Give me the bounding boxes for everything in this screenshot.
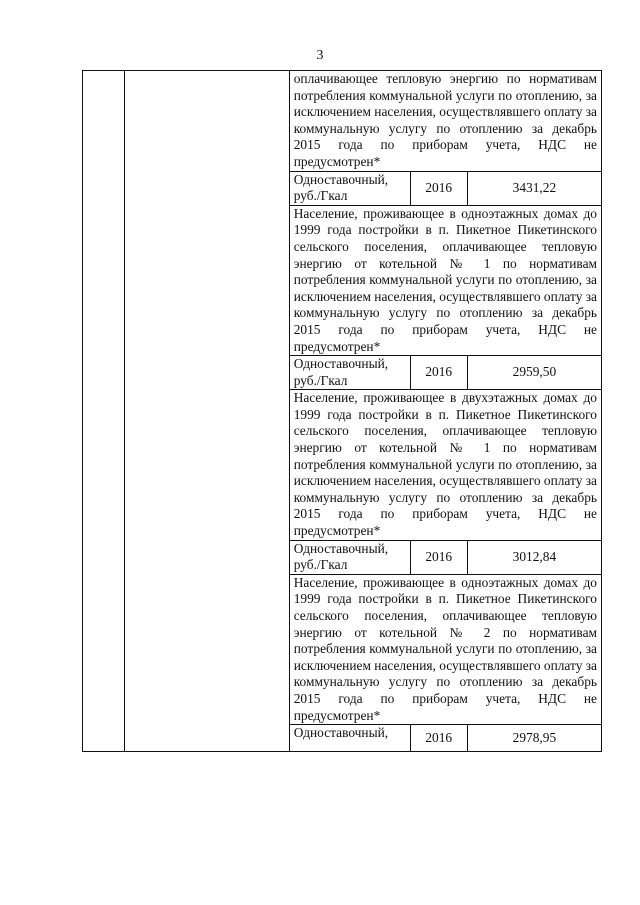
tariff-table [82,70,602,752]
tariff-value-cell: 3431,22 [467,171,601,205]
consumer-description: Население, проживающее в одноэтажных домах до 1999 года постройки в п. Пикетное Пикетинского сельского поселения, оплачивающее тепловую энергию от котельной № 2 по нормативам потребления коммунальной услуги по отоплению, за исключением населения, осуществлявшего оплату за коммунальную услугу по отоплению за декабрь 2015 года по приборам учета, НДС не предусмотрен* [289,574,601,724]
tariff-value-cell: 2978,95 [467,725,601,752]
table-row [83,71,602,172]
year-cell: 2016 [410,540,467,574]
consumer-description: Население, проживающее в одноэтажных домах до 1999 года постройки в п. Пикетное Пикетинского сельского поселения, оплачивающее тепловую энергию от котельной № 1 по нормативам потребления коммунальной услуги по отоплению, за исключением населения, осуществлявшего оплату за коммунальную услугу по отоплению за декабрь 2015 года по приборам учета, НДС не предусмотрен* [289,205,601,355]
tariff-type-cell: Одноставочный, [289,725,410,752]
year-cell: 2016 [410,356,467,390]
year-cell: 2016 [410,171,467,205]
tariff-type-cell: Одноставочный, руб./Гкал [289,356,410,390]
tariff-type-cell: Одноставочный, руб./Гкал [289,171,410,205]
tariff-type-cell: Одноставочный, руб./Гкал [289,540,410,574]
consumer-description: Население, проживающее в двухэтажных домах до 1999 года постройки в п. Пикетное Пикетинского сельского поселения, оплачивающее тепловую энергию от котельной № 1 по нормативам потребления коммунальной услуги по отоплению, за исключением населения, осуществлявшего оплату за коммунальную услугу по отоплению за декабрь 2015 года по приборам учета, НДС не предусмотрен* [289,390,601,540]
page-number: 3 [316,48,324,63]
tariff-value-cell: 3012,84 [467,540,601,574]
name-column-cell [124,71,289,752]
tariff-value-cell: 2959,50 [467,356,601,390]
consumer-description: оплачивающее тепловую энергию по нормативам потребления коммунальной услуги по отоплению, за исключением населения, осуществлявшего оплату за коммунальную услугу по отоплению за декабрь 2015 года по приборам учета, НДС не предусмотрен* [289,71,601,172]
year-cell: 2016 [410,725,467,752]
number-column-cell [83,71,125,752]
